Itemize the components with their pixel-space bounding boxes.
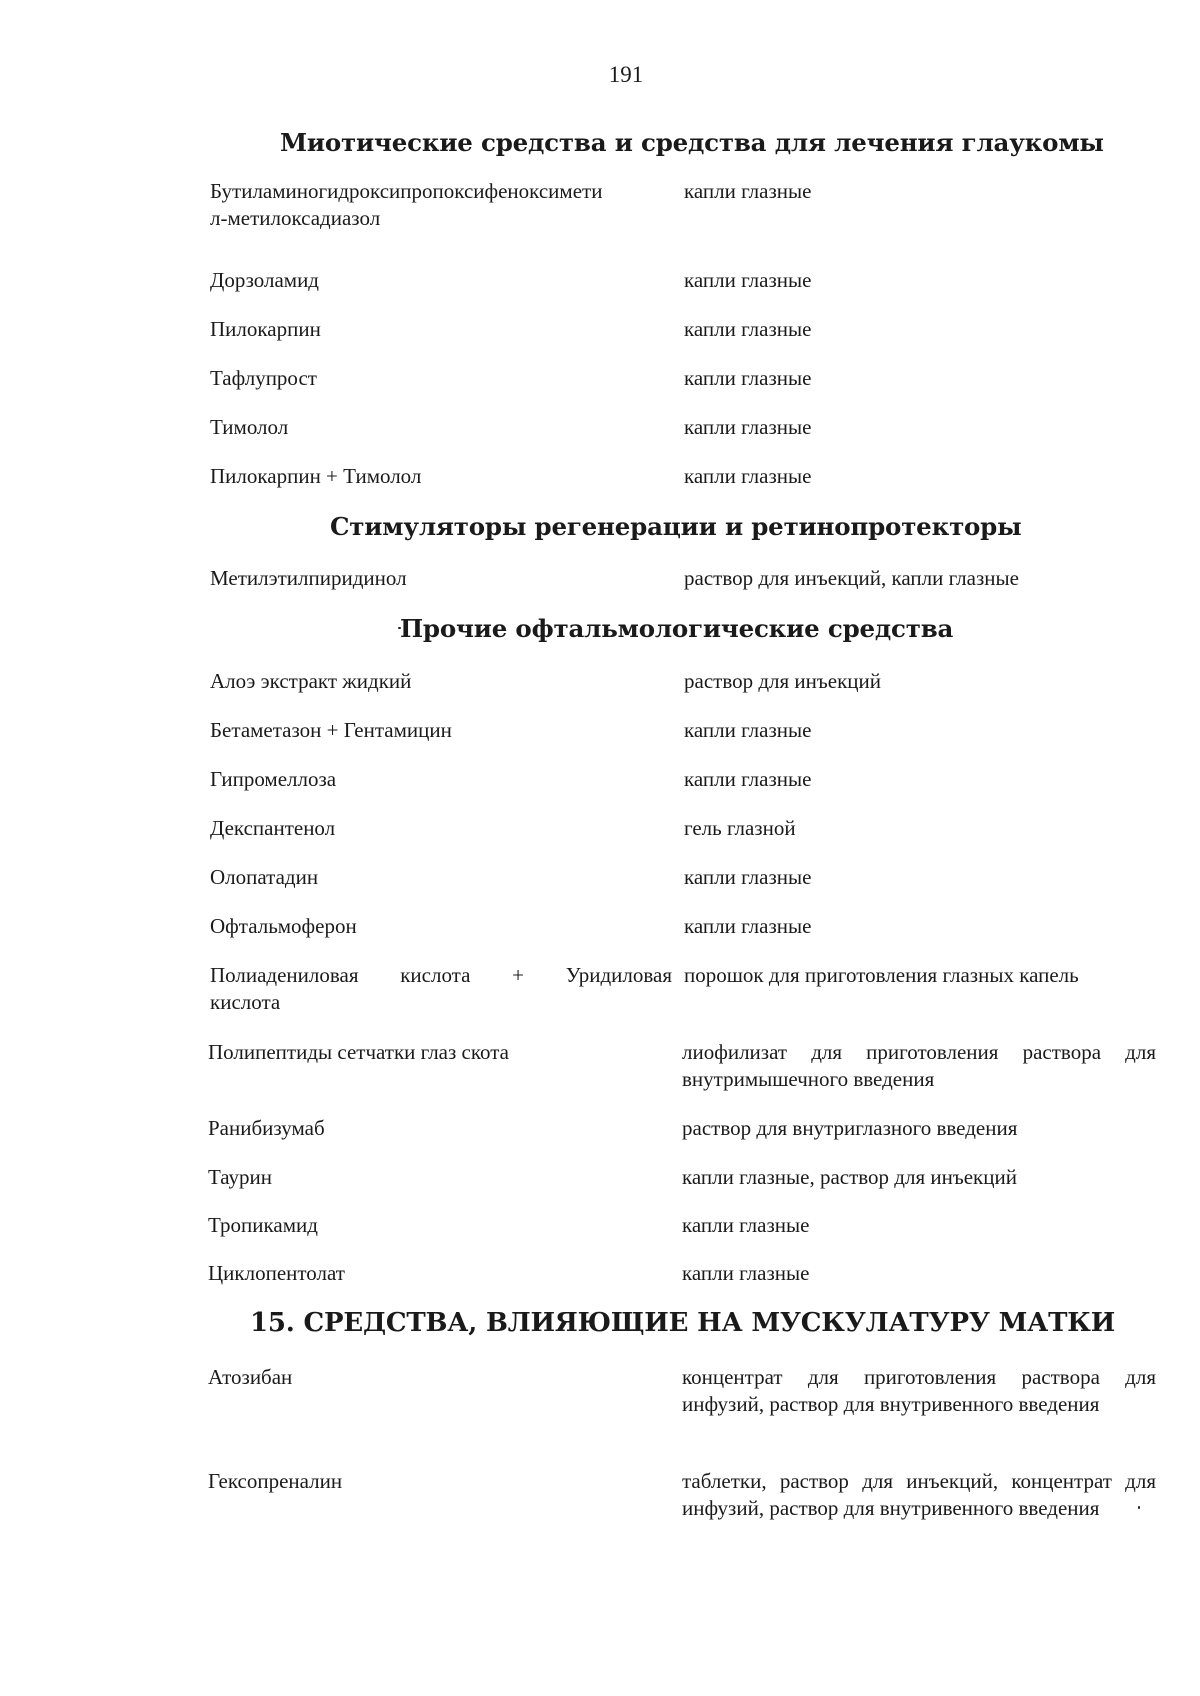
section-heading-glaucoma: Миотические средства и средства для лечения глаукомы <box>280 128 1104 157</box>
section-heading-other-ophthalmic: Прочие офтальмологические средства <box>400 614 954 643</box>
stray-mark <box>1138 1506 1140 1509</box>
dosage-form: капли глазные <box>684 179 812 203</box>
dosage-form: капли глазные <box>684 767 812 791</box>
dosage-form: лиофилизат для приготовления раствора для внутримышечного введения <box>682 1040 1156 1091</box>
drug-name: Атозибан <box>208 1365 293 1389</box>
drug-name: Пилокарпин + Тимолол <box>210 464 422 488</box>
dosage-form: капли глазные <box>684 464 812 488</box>
dosage-form: капли глазные <box>684 718 812 742</box>
chapter-heading-uterine: 15. СРЕДСТВА, ВЛИЯЮЩИЕ НА МУСКУЛАТУРУ МАТКИ <box>250 1308 1116 1338</box>
drug-name: Ранибизумаб <box>208 1116 325 1140</box>
drug-name: Полипептиды сетчатки глаз скота <box>208 1040 509 1064</box>
dosage-form: капли глазные <box>684 268 812 292</box>
dosage-form: раствор для инъекций <box>684 669 881 693</box>
drug-name: Дорзоламид <box>210 268 319 292</box>
drug-name: Алоэ экстракт жидкий <box>210 669 412 693</box>
drug-name: Тимолол <box>210 415 289 439</box>
drug-name: Бутиламиногидроксипропоксифеноксимети л-метилоксадиазол <box>210 179 603 230</box>
drug-name: Декспантенол <box>210 816 336 840</box>
dosage-form: капли глазные <box>684 914 812 938</box>
dosage-form: капли глазные, раствор для инъекций <box>682 1165 1017 1189</box>
dosage-form: капли глазные <box>684 366 812 390</box>
dosage-form: капли глазные <box>684 415 812 439</box>
dosage-form: капли глазные <box>684 317 812 341</box>
drug-name: Офтальмоферон <box>210 914 357 938</box>
dosage-form: порошок для приготовления глазных капель <box>684 963 1079 987</box>
drug-name: Полиадениловая кислота + Уридиловая кислота <box>210 963 672 1014</box>
dosage-form: капли глазные <box>684 865 812 889</box>
dosage-form: капли глазные <box>682 1213 810 1237</box>
drug-name: Олопатадин <box>210 865 319 889</box>
drug-name: Таурин <box>208 1165 273 1189</box>
dosage-form: раствор для инъекций, капли глазные <box>684 566 1019 590</box>
drug-name: Тропикамид <box>208 1213 318 1237</box>
drug-name: Циклопентолат <box>208 1261 345 1285</box>
drug-name: Бетаметазон + Гентамицин <box>210 718 452 742</box>
section-heading-regeneration: Стимуляторы регенерации и ретинопротекторы <box>330 512 1022 541</box>
drug-name: Гипромеллоза <box>210 767 337 791</box>
page-number: 191 <box>608 62 644 87</box>
drug-name: Тафлупрост <box>210 366 317 390</box>
dosage-form: капли глазные <box>682 1261 810 1285</box>
dosage-form: гель глазной <box>684 816 796 840</box>
drug-name: Метилэтилпиридинол <box>210 566 407 590</box>
dosage-form: концентрат для приготовления раствора для инфузий, раствор для внутривенного введения <box>682 1365 1156 1416</box>
dosage-form: таблетки, раствор для инъекций, концентрат для инфузий, раствор для внутривенного введения <box>682 1469 1156 1520</box>
dosage-form: раствор для внутриглазного введения <box>682 1116 1018 1140</box>
drug-name: Пилокарпин <box>210 317 321 341</box>
drug-name: Гексопреналин <box>208 1469 343 1493</box>
